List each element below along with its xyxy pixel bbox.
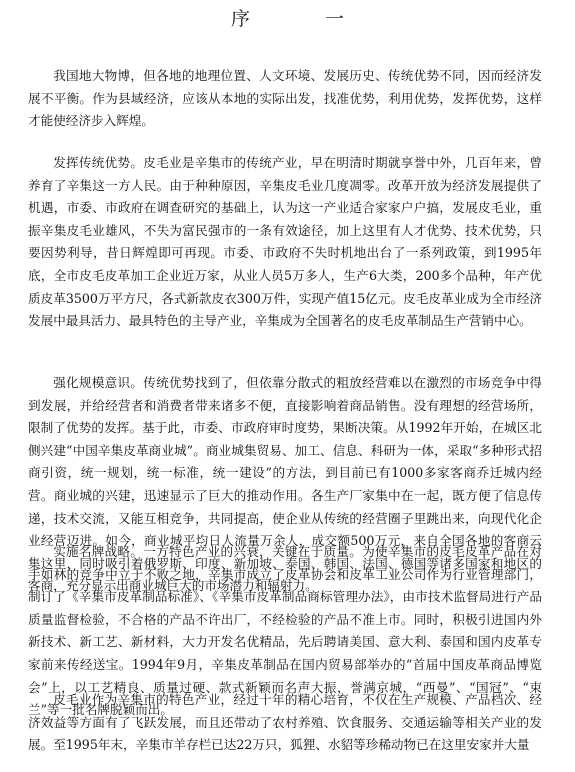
paragraph-special-industry: 皮毛业作为辛集市的特色产业，经过十年的精心培育，不仅在生产规模、产品档次、经济效益等方面有了飞跃发展，而且还带动了农村养殖、饮食服务、交通运输等相关产业的发展。至1995年末，辛集市羊存栏已达22万只，狐狸、水貂等珍稀动物已在这里安家并大量 [28, 692, 542, 753]
paragraph-brand-strategy: 实施名牌战略。一方特色产业的兴衰，关键在于质量。为使辛集市的皮毛皮革产品在对手如林的竞争中立于不败之地，辛集市成立了皮革协会和皮革工业公司作为行业管理部门，制订了《辛集市皮革制品标准》、《辛集市皮革制品商标管理办法》，由市技术监督局进行产品质量监督检验，不合格的产品不许出厂，不经检验的产品不准上市。同时，积极引进国内外新技术、新工艺、新材料，大力开发名优精品，先后聘请美国、意大利、泰国和国内皮革专家前来传经送宝。1994年9月，辛集皮革制品在国内贸易部举办的“首届中国皮革商品博览会”上，以工艺精良、质量过硬、款式新颖而名声大振，誉满京城，“西曼”、“国冠”、“束兰”等一批名牌脱颖而出。 [28, 544, 542, 718]
paragraph-intro: 我国地大物博，但各地的地理位置、人文环境、发展历史、传统优势不同，因而经济发展不平衡。作为县域经济，应该从本地的实际出发，找准优势，利用优势，发挥优势，这样才能使经济步入辉煌。 [28, 68, 542, 129]
paragraph-traditional-advantage: 发挥传统优势。皮毛业是辛集市的传统产业，早在明清时期就享誉中外，几百年来，曾养育了辛集这一方人民。由于种种原因，辛集皮毛业几度凋零。改革开放为经济发展提供了机遇，市委、市政府在调查研究的基础上，认为这一产业适合家家户户搞，发展皮毛业，重振辛集皮毛业雄风，不失为富民强市的一条有效途径，加上这里有人才优势、技术优势，只要因势利导，昔日辉煌即可再现。市委、市政府不失时机地出台了一系列政策，到1995年底，全市皮毛皮革加工企业近万家，从业人员5万多人，生产6大类，200多个品种，年产优质皮革3500万平方尺，各式新款皮衣300万件，实现产值15亿元。皮毛皮革业成为全市经济发展中最具活力、最具特色的主导产业，辛集成为全国著名的皮毛皮革制品生产营销中心。 [28, 155, 542, 329]
page-title: 序 一 [230, 8, 372, 30]
paragraph-scale-awareness: 强化规模意识。传统优势找到了，但依靠分散式的粗放经营难以在激烈的市场竞争中得到发展，并给经营者和消费者带来诸多不便，直接影响着商品销售。没有理想的经营场所，限制了优势的发挥。基于此，市委、市政府审时度势，果断决策。从1992年开始，在城区北侧兴建“中国辛集皮革商业城”。商业城集贸易、加工、信息、科研为一体，采取“多种形式招商引资，统一规划，统一标准，统一建设”的方法，到目前已有1000多家客商乔迁城内经营。商业城的兴建，迅速显示了巨大的推动作用。各生产厂家集中在一起，既方便了信息传递，技术交流，又能互相竞争，共同提高，使企业从传统的经营圈子里跳出来，向现代化企业经营迈进。如今，商业城平均日人流量万余人，成交额500万元，来自全国各地的客商云集这里，同时吸引着俄罗斯、印度、新加坡、泰国、韩国、法国、德国等诸多国家和地区的客商，充分显示出商业城巨大的市场潜力和辐射力。 [28, 375, 542, 594]
